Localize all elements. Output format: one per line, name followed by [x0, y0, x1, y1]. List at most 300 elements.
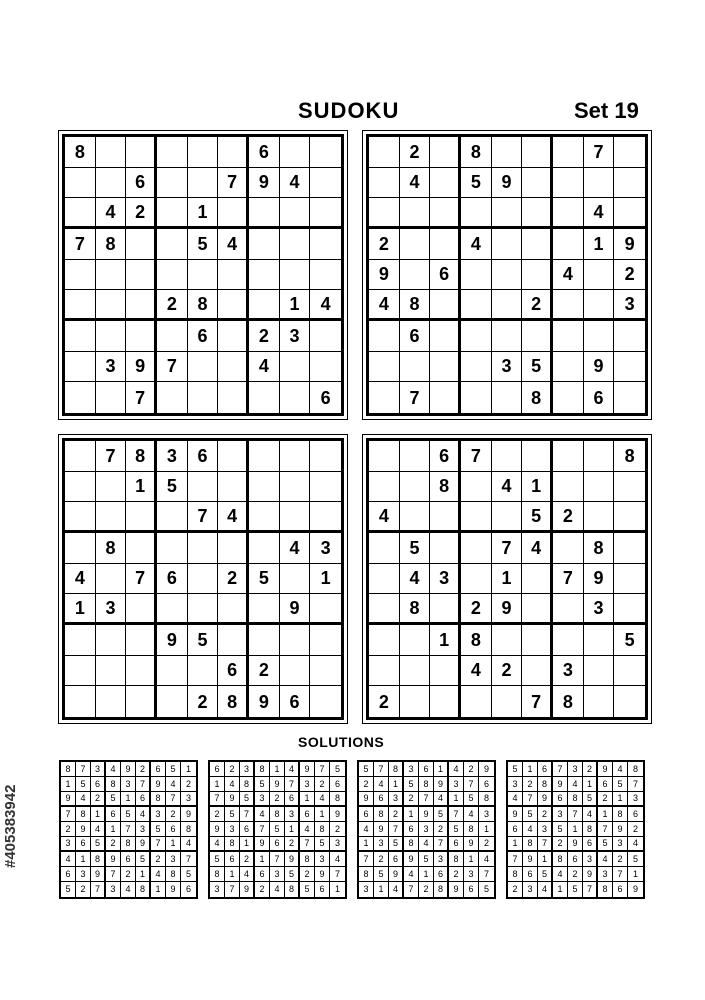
puzzle-cell: 4 [249, 352, 280, 383]
puzzle-cell [461, 321, 492, 352]
solution-cell: 2 [434, 822, 449, 837]
puzzle-cell: 4 [280, 168, 311, 199]
puzzle-cell [584, 472, 615, 503]
puzzle-cell: 5 [188, 229, 219, 260]
solution-cell: 5 [151, 822, 166, 837]
puzzle-cell [522, 137, 553, 168]
solution-cell: 3 [106, 882, 121, 897]
solution-cell: 5 [76, 777, 91, 792]
solution-cell: 3 [374, 837, 389, 852]
solution-cell: 6 [91, 777, 106, 792]
puzzle-cell [65, 321, 96, 352]
puzzle-cell: 9 [492, 594, 523, 625]
puzzle-cell [280, 352, 311, 383]
puzzle-cell [400, 472, 431, 503]
solution-cell: 9 [613, 822, 628, 837]
solution-cell: 7 [404, 882, 419, 897]
puzzle-cell [461, 382, 492, 413]
solution-cell: 3 [166, 852, 181, 867]
puzzle-cell [430, 229, 461, 260]
solution-cell: 7 [449, 807, 464, 822]
solution-cell: 9 [285, 852, 300, 867]
solution-cell: 9 [523, 852, 538, 867]
puzzle-cell: 5 [400, 533, 431, 564]
puzzle-cell [522, 260, 553, 291]
puzzle-cell [614, 564, 645, 595]
solution-cell: 5 [598, 837, 613, 852]
puzzle-cell: 5 [188, 625, 219, 656]
solution-cell: 2 [628, 822, 643, 837]
puzzle-cell: 8 [522, 382, 553, 413]
puzzle-cell [584, 686, 615, 717]
puzzle-cell: 6 [188, 441, 219, 472]
puzzle-cell: 6 [430, 260, 461, 291]
puzzle-cell: 8 [218, 686, 249, 717]
puzzle-cell: 3 [584, 594, 615, 625]
puzzle-cell [553, 441, 584, 472]
solution-cell: 7 [568, 807, 583, 822]
puzzle-cell [96, 382, 127, 413]
puzzle-cell [157, 686, 188, 717]
solution-cell: 9 [240, 882, 255, 897]
solution-cell: 7 [270, 852, 285, 867]
puzzle-cell: 8 [65, 137, 96, 168]
solution-cell: 5 [315, 837, 330, 852]
puzzle-cell [218, 533, 249, 564]
puzzle-cell: 2 [188, 686, 219, 717]
solutions-heading: SOLUTIONS [298, 734, 385, 750]
solution-cell: 1 [240, 837, 255, 852]
puzzle-cell: 4 [96, 198, 127, 229]
puzzle-cell [249, 472, 280, 503]
puzzle-cell: 7 [400, 382, 431, 413]
puzzle-cell [310, 502, 341, 533]
puzzle-cell [310, 656, 341, 687]
solution-cell: 5 [583, 792, 598, 807]
solution-cell: 2 [568, 867, 583, 882]
puzzle-cell [553, 472, 584, 503]
puzzle-cell [369, 382, 400, 413]
solution-cell: 5 [449, 822, 464, 837]
puzzle-cell [461, 260, 492, 291]
solution-cell: 7 [166, 792, 181, 807]
puzzle-cell [369, 441, 400, 472]
puzzle-cell: 6 [584, 382, 615, 413]
solution-cell: 4 [568, 777, 583, 792]
puzzle-cell: 2 [369, 686, 400, 717]
solution-cell: 2 [225, 762, 240, 777]
puzzle-cell: 3 [96, 594, 127, 625]
solution-cell: 8 [568, 792, 583, 807]
puzzle-cell [157, 137, 188, 168]
solution-cell: 2 [508, 882, 523, 897]
puzzle-cell [369, 321, 400, 352]
puzzle-cell [522, 594, 553, 625]
puzzle-cell [614, 472, 645, 503]
puzzle-cell [218, 441, 249, 472]
solution-cell: 3 [613, 837, 628, 852]
solution-cell: 6 [315, 882, 330, 897]
solution-cell: 8 [508, 867, 523, 882]
puzzle-cell [65, 168, 96, 199]
puzzle-cell: 1 [584, 229, 615, 260]
solution-cell: 4 [106, 762, 121, 777]
solution-cell: 1 [404, 807, 419, 822]
solution-cell: 5 [538, 867, 553, 882]
solution-cell: 6 [613, 882, 628, 897]
solution-cell: 3 [583, 852, 598, 867]
solution-cell: 3 [285, 807, 300, 822]
puzzle-cell [280, 260, 311, 291]
solution-cell: 7 [121, 822, 136, 837]
puzzle-cell [249, 198, 280, 229]
puzzle-cell [614, 137, 645, 168]
solution-cell: 2 [419, 882, 434, 897]
puzzle-cell [218, 260, 249, 291]
solution-cell: 8 [225, 837, 240, 852]
puzzle-cell [522, 229, 553, 260]
solution-cell: 2 [76, 882, 91, 897]
solution-cell: 2 [151, 852, 166, 867]
puzzle-cell [614, 352, 645, 383]
solution-cell: 3 [91, 762, 106, 777]
puzzle-cell [430, 533, 461, 564]
solution-cell: 4 [419, 837, 434, 852]
puzzle-cell [96, 321, 127, 352]
puzzle-cell [400, 352, 431, 383]
puzzle-cell [584, 290, 615, 321]
puzzle-cell: 4 [65, 564, 96, 595]
puzzle-cell [280, 198, 311, 229]
solution-cell: 5 [330, 762, 345, 777]
solution-cell: 4 [225, 777, 240, 792]
solution-cell: 5 [240, 792, 255, 807]
puzzle-cell [65, 656, 96, 687]
puzzle-cell [280, 502, 311, 533]
puzzle-grid [62, 438, 344, 720]
solution-cell: 1 [225, 867, 240, 882]
solution-cell: 2 [166, 807, 181, 822]
solution-cell: 9 [449, 882, 464, 897]
puzzle-cell [249, 382, 280, 413]
solution-cell: 9 [632, 884, 638, 894]
puzzle-cell [310, 229, 341, 260]
solution-cell: 6 [523, 867, 538, 882]
solution-cell: 4 [553, 867, 568, 882]
solution-cell: 1 [210, 777, 225, 792]
solution-cell: 6 [210, 762, 225, 777]
solution-cell: 3 [538, 822, 553, 837]
puzzle-cell [218, 594, 249, 625]
solution-cell: 9 [553, 777, 568, 792]
solution-cell: 8 [419, 777, 434, 792]
solution-cell: 9 [434, 777, 449, 792]
puzzle-cell [369, 533, 400, 564]
solution-cell: 8 [285, 882, 300, 897]
solution-cell: 5 [404, 777, 419, 792]
solution-cell: 8 [136, 882, 151, 897]
solution-cell: 3 [553, 807, 568, 822]
puzzle-cell [96, 686, 127, 717]
puzzle-cell: 4 [218, 229, 249, 260]
solution-cell: 4 [389, 882, 404, 897]
solution-cell: 2 [315, 777, 330, 792]
puzzle-cell: 9 [584, 352, 615, 383]
puzzle-cell [65, 260, 96, 291]
puzzle-cell: 9 [584, 564, 615, 595]
set-number: Set 19 [574, 98, 639, 123]
solution-cell: 4 [151, 867, 166, 882]
solution-cell: 5 [419, 852, 434, 867]
puzzle-cell [310, 321, 341, 352]
solution-cell: 1 [449, 792, 464, 807]
solution-cell: 2 [479, 837, 494, 852]
puzzle-cell [65, 686, 96, 717]
puzzle-cell: 1 [65, 594, 96, 625]
puzzle-cell [126, 625, 157, 656]
puzzle-cell: 9 [369, 260, 400, 291]
solution-cell: 9 [330, 807, 345, 822]
puzzle-cell: 4 [310, 290, 341, 321]
puzzle-cell [553, 321, 584, 352]
solution-cell: 5 [483, 884, 489, 894]
puzzle-cell [553, 168, 584, 199]
puzzle-cell: 5 [461, 168, 492, 199]
solution-cell: 2 [61, 822, 76, 837]
solution-cell: 7 [300, 837, 315, 852]
solution-cell: 2 [91, 792, 106, 807]
solution-cell: 3 [300, 777, 315, 792]
solution-cell: 2 [598, 792, 613, 807]
puzzle-cell [369, 137, 400, 168]
puzzle-cell [461, 564, 492, 595]
solution-cell: 8 [166, 867, 181, 882]
solution-cell: 3 [136, 822, 151, 837]
solution-cell: 6 [508, 822, 523, 837]
puzzle-cell [310, 198, 341, 229]
solution-cell: 7 [210, 792, 225, 807]
puzzle-cell [310, 260, 341, 291]
puzzle-cell: 4 [522, 533, 553, 564]
solution-cell: 1 [106, 822, 121, 837]
puzzle-cell [126, 533, 157, 564]
puzzle-cell: 1 [492, 564, 523, 595]
solution-cell: 7 [523, 792, 538, 807]
solution-cell: 9 [181, 807, 196, 822]
puzzle-cell [492, 625, 523, 656]
solution-cell: 1 [121, 792, 136, 807]
puzzle-cell [553, 352, 584, 383]
solution-cell: 6 [404, 822, 419, 837]
solution-cell: 4 [449, 762, 464, 777]
puzzle-cell [584, 168, 615, 199]
puzzle-cell [310, 137, 341, 168]
solution-cell: 4 [76, 792, 91, 807]
puzzle-cell: 4 [218, 502, 249, 533]
puzzle-cell: 4 [553, 260, 584, 291]
solution-cell: 7 [613, 867, 628, 882]
puzzle-cell [584, 321, 615, 352]
solution-cell: 5 [255, 777, 270, 792]
puzzle-cell: 4 [400, 168, 431, 199]
puzzle-cell [218, 382, 249, 413]
solution-cell: 8 [374, 807, 389, 822]
solution-cell: 4 [613, 762, 628, 777]
puzzle-cell: 3 [553, 656, 584, 687]
puzzle-cell [553, 625, 584, 656]
solution-cell: 8 [598, 882, 613, 897]
solution-cell: 3 [210, 882, 225, 897]
solution-cell: 5 [285, 867, 300, 882]
solution-cell: 8 [106, 777, 121, 792]
puzzle-cell: 9 [280, 594, 311, 625]
puzzle-cell [126, 502, 157, 533]
solution-cell: 9 [315, 867, 330, 882]
puzzle-cell [584, 502, 615, 533]
solution-cell: 9 [300, 762, 315, 777]
solution-cell: 1 [628, 867, 643, 882]
puzzle-cell [65, 290, 96, 321]
solution-cell: 2 [449, 867, 464, 882]
puzzle-cell: 8 [584, 533, 615, 564]
solution-cell: 8 [330, 792, 345, 807]
puzzle-cell [310, 594, 341, 625]
solution-cell: 1 [464, 852, 479, 867]
solution-cell: 8 [404, 837, 419, 852]
puzzle-cell [461, 290, 492, 321]
solution-cell: 4 [583, 807, 598, 822]
solution-cell: 3 [568, 762, 583, 777]
solution-cell: 4 [181, 837, 196, 852]
solution-cell: 5 [434, 807, 449, 822]
solution-cell: 3 [628, 792, 643, 807]
solution-cell: 1 [538, 852, 553, 867]
puzzle-cell: 8 [461, 625, 492, 656]
puzzle-cell: 6 [280, 686, 311, 717]
solution-cell: 6 [389, 852, 404, 867]
solution-cell: 9 [419, 807, 434, 822]
puzzle-cell [96, 290, 127, 321]
puzzle-cell: 1 [430, 625, 461, 656]
puzzle-cell [430, 594, 461, 625]
solution-cell: 6 [270, 837, 285, 852]
solution-cell: 2 [359, 777, 374, 792]
puzzle-cell [430, 656, 461, 687]
solution-cell: 7 [240, 807, 255, 822]
puzzle-cell [584, 656, 615, 687]
puzzle-cell: 7 [126, 382, 157, 413]
solution-cell: 3 [151, 807, 166, 822]
puzzle-cell [157, 260, 188, 291]
puzzle-cell: 6 [430, 441, 461, 472]
puzzle-cell: 6 [126, 168, 157, 199]
puzzle-cell [614, 321, 645, 352]
solution-cell: 7 [255, 822, 270, 837]
solution-cell: 7 [225, 882, 240, 897]
solution-cell: 3 [61, 837, 76, 852]
solution-cell: 7 [434, 837, 449, 852]
puzzle-cell [157, 198, 188, 229]
puzzle-cell [280, 229, 311, 260]
solution-cell: 8 [210, 867, 225, 882]
puzzle-cell: 8 [614, 441, 645, 472]
puzzle-cell [126, 290, 157, 321]
puzzle-cell [553, 382, 584, 413]
puzzle-cell [280, 625, 311, 656]
solution-cell: 2 [255, 882, 270, 897]
solution-cell: 9 [359, 792, 374, 807]
solution-cell: 2 [613, 852, 628, 867]
puzzle-cell: 7 [584, 137, 615, 168]
solution-cell: 6 [151, 762, 166, 777]
solution-cell: 3 [315, 852, 330, 867]
puzzle-cell [369, 472, 400, 503]
solution-cell: 1 [523, 762, 538, 777]
puzzle-cell [249, 260, 280, 291]
puzzle-cell [280, 382, 311, 413]
puzzle-cell: 2 [522, 290, 553, 321]
puzzle-cell: 4 [369, 290, 400, 321]
solution-cell: 6 [374, 792, 389, 807]
solution-cell: 5 [613, 777, 628, 792]
solution-cell: 5 [225, 807, 240, 822]
puzzle-cell [369, 564, 400, 595]
solution-cell: 3 [479, 807, 494, 822]
solution-cell: 7 [553, 762, 568, 777]
puzzle-cell [188, 382, 219, 413]
puzzle-cell [126, 137, 157, 168]
puzzle-cell: 4 [461, 229, 492, 260]
puzzle-cell [400, 441, 431, 472]
puzzle-cell [96, 656, 127, 687]
solution-cell: 3 [121, 777, 136, 792]
puzzle-cell [492, 137, 523, 168]
solution-cell: 8 [464, 822, 479, 837]
puzzle-cell: 3 [96, 352, 127, 383]
solution-cell: 9 [91, 867, 106, 882]
puzzle-cell: 4 [584, 198, 615, 229]
solution-cell: 2 [285, 837, 300, 852]
puzzle-cell [400, 260, 431, 291]
puzzle-cell: 6 [400, 321, 431, 352]
solution-cell: 4 [315, 792, 330, 807]
solution-cell: 1 [389, 777, 404, 792]
puzzle-cell [65, 625, 96, 656]
solution-cell: 6 [76, 837, 91, 852]
solution-cell: 1 [334, 884, 340, 894]
stock-id: #405383942 [2, 784, 19, 868]
solution-cell: 3 [359, 882, 374, 897]
solution-cell: 8 [300, 852, 315, 867]
solution-cell: 4 [434, 792, 449, 807]
solution-4 [506, 760, 645, 899]
solution-cell: 9 [270, 777, 285, 792]
puzzle-cell: 7 [492, 533, 523, 564]
puzzle-3 [58, 434, 348, 724]
puzzle-cell [157, 321, 188, 352]
solution-cell: 7 [359, 852, 374, 867]
puzzle-cell [96, 260, 127, 291]
puzzle-cell [280, 137, 311, 168]
solution-cell: 4 [464, 807, 479, 822]
solution-cell: 1 [255, 852, 270, 867]
puzzle-cell [96, 472, 127, 503]
puzzle-cell [218, 290, 249, 321]
solution-cell: 2 [374, 852, 389, 867]
puzzle-grid [62, 134, 344, 416]
solution-cell: 9 [106, 852, 121, 867]
solution-cell: 9 [508, 807, 523, 822]
